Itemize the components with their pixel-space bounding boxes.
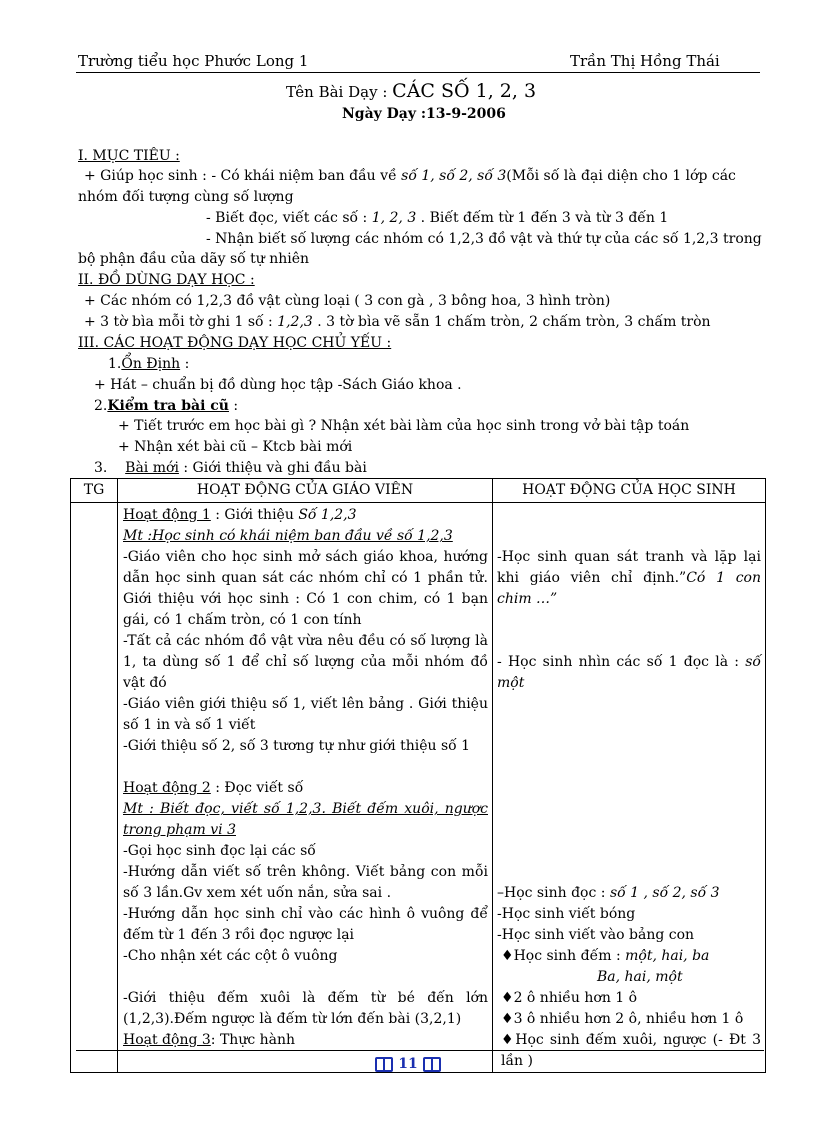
section-1-line-1: + Giúp học sinh : - Có khái niệm ban đầu về số 1, số 2, số 3(Mỗi số là đại diện cho 1 lớp các: [84, 168, 736, 184]
page-number: 11: [398, 1056, 418, 1072]
section-1-line-4: - Nhận biết số lượng các nhóm có 1,2,3 đồ vật và thứ tự của các số 1,2,3 trong: [206, 231, 762, 247]
section-2-line-1: + Các nhóm có 1,2,3 đồ vật cùng loại ( 3 con gà , 3 bông hoa, 3 hình tròn): [84, 293, 611, 309]
teacher-name: Trần Thị Hồng Thái: [570, 52, 720, 70]
section-1-line-2: nhóm đối tượng cùng số lượng: [78, 189, 294, 205]
lesson-title-value: CÁC SỐ 1, 2, 3: [392, 80, 537, 102]
section-3-1-line-1: + Hát – chuẩn bị đồ dùng học tập -Sách Giáo khoa .: [94, 377, 462, 393]
section-1-line-3: - Biết đọc, viết các số : 1, 2, 3 . Biết đếm từ 1 đến 3 và từ 3 đến 1: [206, 210, 669, 226]
tg-cell: [71, 503, 118, 1073]
gv-paragraph-6: -Hướng dẫn viết số trên không. Viết bảng con mỗi số 3 lần.Gv xem xét uốn nắn, sửa sai .: [123, 864, 488, 901]
header-divider: [76, 72, 760, 73]
section-2-title: II. ĐỒ DÙNG DẠY HỌC :: [78, 272, 255, 288]
hs-response-5: -Học sinh viết vào bảng con: [497, 927, 695, 943]
hs-response-7: ♦ 2 ô nhiều hơn 1 ô: [497, 988, 761, 1009]
lesson-title: [286, 80, 536, 102]
activity-1-objective: Mt :Học sinh có khái niệm ban đầu về số 1,2,3: [123, 528, 453, 544]
hs-response-6-reverse: Ba, hai, một: [597, 969, 683, 985]
hs-response-2: - Học sinh nhìn các số 1 đọc là : số một: [497, 654, 761, 691]
hs-response-3: –Học sinh đọc : số 1 , số 2, số 3: [497, 885, 720, 901]
activity-table: [70, 478, 766, 1073]
section-1-title: I. MỤC TIÊU :: [78, 148, 180, 164]
activity-2-objective: Mt : Biết đọc, viết số 1,2,3. Biết đếm xuôi, ngược trong phạm vi 3: [123, 801, 488, 838]
section-3-2-line-1: + Tiết trước em học bài gì ? Nhận xét bài làm của học sinh trong vở bài tập toán: [118, 418, 690, 434]
teacher-activities-cell: [118, 503, 493, 1073]
header-teacher-activities: HOẠT ĐỘNG CỦA GIÁO VIÊN: [118, 479, 493, 503]
school-name: Trường tiểu học Phước Long 1: [78, 52, 309, 70]
hs-response-4: -Học sinh viết bóng: [497, 906, 636, 922]
gv-paragraph-4: -Giới thiệu số 2, số 3 tương tự như giới thiệu số 1: [123, 738, 471, 754]
gv-paragraph-7: -Hướng dẫn học sinh chỉ vào các hình ô vuông để đếm từ 1 đến 3 rồi đọc ngược lại: [123, 906, 488, 943]
footer-divider: [76, 1050, 764, 1051]
activity-1-title: Hoạt động 1 : Giới thiệu Số 1,2,3: [123, 507, 357, 523]
section-3-2-title: 2.Kiểm tra bài cũ :: [94, 398, 239, 414]
section-3-title: III. CÁC HOẠT ĐỘNG DẠY HỌC CHỦ YẾU :: [78, 335, 392, 351]
book-icon: [375, 1057, 393, 1072]
book-icon: [423, 1057, 441, 1072]
gv-paragraph-8: -Cho nhận xét các cột ô vuông: [123, 948, 338, 964]
student-activities-cell: [493, 503, 766, 1073]
activity-3-title: Hoạt động 3: Thực hành: [123, 1032, 296, 1048]
section-1-line-5: bộ phận đầu của dãy số tự nhiên: [78, 251, 310, 267]
hs-response-6: ♦ Học sinh đếm : một, hai, ba: [497, 946, 761, 967]
section-3-1-title: 1.Ổn Định :: [108, 356, 190, 372]
table-row: [71, 503, 766, 1073]
hs-response-8: ♦ 3 ô nhiều hơn 2 ô, nhiều hơn 1 ô: [497, 1009, 761, 1030]
gv-paragraph-1: -Giáo viên cho học sinh mở sách giáo khoa, hướng dẫn học sinh quan sát các nhóm chỉ có 1 phần tử. Giới thiệu với học sinh : Có 1 con chim, có 1 bạn gái, có 1 chấm tròn, có 1 con tính: [123, 549, 488, 628]
gv-paragraph-3: -Giáo viên giới thiệu số 1, viết lên bảng . Giới thiệu số 1 in và số 1 viết: [123, 696, 488, 733]
header-tg: TG: [71, 479, 118, 503]
hs-response-9: ♦ Học sinh đếm xuôi, ngược (- Đt 3 lần ): [497, 1030, 761, 1072]
table-header-row: [71, 479, 766, 503]
header-student-activities: HOẠT ĐỘNG CỦA HỌC SINH: [493, 479, 766, 503]
section-3-3-title: 3. Bài mới : Giới thiệu và ghi đầu bài: [94, 460, 367, 476]
hs-response-1: -Học sinh quan sát tranh và lặp lại khi giáo viên chỉ định.”Có 1 con chim …”: [497, 549, 761, 607]
gv-paragraph-5: -Gọi học sinh đọc lại các số: [123, 843, 316, 859]
gv-paragraph-9: -Giới thiệu đếm xuôi là đếm từ bé đến lớn (1,2,3).Đếm ngược là đếm từ lớn đến bài (3,2,1): [123, 990, 488, 1027]
lesson-date: Ngày Dạy :13-9-2006: [342, 106, 506, 122]
lesson-title-label: Tên Bài Dạy :: [286, 83, 388, 101]
gv-paragraph-2: -Tất cả các nhóm đồ vật vừa nêu đều có số lượng là 1, ta dùng số 1 để chỉ số lượng của mỗi nhóm đồ vật đó: [123, 633, 488, 691]
activity-2-title: Hoạt động 2 : Đọc viết số: [123, 780, 304, 796]
section-3-2-line-2: + Nhận xét bài cũ – Ktcb bài mới: [118, 439, 353, 455]
section-2-line-2: + 3 tờ bìa mỗi tờ ghi 1 số : 1,2,3 . 3 tờ bìa vẽ sẵn 1 chấm tròn, 2 chấm tròn, 3 chấm tròn: [84, 314, 711, 330]
page-footer: [0, 1056, 816, 1072]
